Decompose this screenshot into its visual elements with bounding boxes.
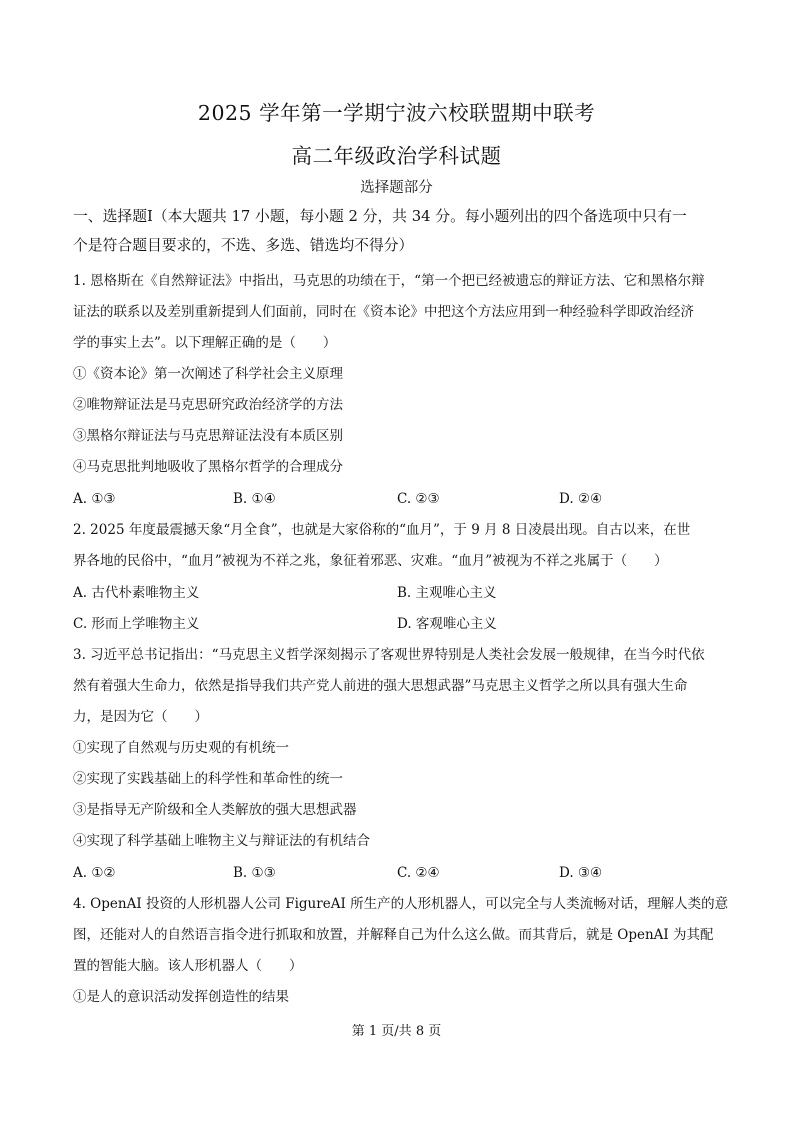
page-footer: 第 1 页/共 8 页 <box>351 1024 442 1039</box>
question-1-stem-line: 证法的联系以及差别重新提到人们面前，同时在《资本论》中把这个方法应用到一种经验科学即政治经济 <box>73 304 694 320</box>
question-1-statement: ④马克思批判地吸收了黑格尔哲学的合理成分 <box>73 459 343 475</box>
question-1-option-a[interactable]: A. ①③ <box>73 491 116 507</box>
question-3-statement: ④实现了科学基础上唯物主义与辩证法的有机结合 <box>73 833 370 849</box>
question-1-option-d[interactable]: D. ②④ <box>559 491 603 507</box>
question-3-statement: ③是指导无产阶级和全人类解放的强大思想武器 <box>73 802 357 818</box>
question-3-option-a[interactable]: A. ①② <box>73 865 116 881</box>
question-4-stem-line: 置的智能大脑。该人形机器人（ ） <box>73 958 303 974</box>
question-1-stem-line: 学的事实上去”。以下理解正确的是（ ） <box>73 335 337 351</box>
question-2-option-d[interactable]: D. 客观唯心主义 <box>397 616 497 632</box>
section-heading: 选择题部分 <box>360 180 433 196</box>
question-1-option-c[interactable]: C. ②③ <box>397 491 440 507</box>
question-3-statement: ①实现了自然观与历史观的有机统一 <box>73 740 289 756</box>
question-4-statement: ①是人的意识活动发挥创造性的结果 <box>73 989 289 1005</box>
question-2-stem-line: 界各地的民俗中，“血月”被视为不祥之兆，象征着邪恶、灾难。“血月”被视为不祥之兆属于（ ） <box>73 553 668 569</box>
question-3-option-c[interactable]: C. ②④ <box>397 865 440 881</box>
question-1-stem-line: 1. 恩格斯在《自然辩证法》中指出，马克思的功绩在于，“第一个把已经被遗忘的辩证方法、它和黑格尔辩 <box>73 273 705 289</box>
question-2-option-c[interactable]: C. 形而上学唯物主义 <box>73 616 200 632</box>
exam-subtitle: 高二年级政治学科试题 <box>291 144 502 168</box>
question-2-option-b[interactable]: B. 主观唯心主义 <box>397 585 497 601</box>
question-4-stem-line: 图，还能对人的自然语言指令进行抓取和放置，并解释自己为什么这么做。而其背后，就是 OpenAI 为其配 <box>73 927 714 943</box>
question-1-statement: ③黑格尔辩证法与马克思辩证法没有本质区别 <box>73 428 343 444</box>
question-3-option-b[interactable]: B. ①③ <box>233 865 276 881</box>
question-1-statement: ①《资本论》第一次阐述了科学社会主义原理 <box>73 366 343 382</box>
question-1-statement: ②唯物辩证法是马克思研究政治经济学的方法 <box>73 397 343 413</box>
question-3-stem-line: 然有着强大生命力，依然是指导我们共产党人前进的强大思想武器”马克思主义哲学之所以具有强大生命 <box>73 678 688 694</box>
instructions-line: 一、选择题Ⅰ（本大题共 17 小题，每小题 2 分，共 34 分。每小题列出的四个备选项中只有一 <box>73 208 687 225</box>
question-4-stem-line: 4. OpenAI 投资的人形机器人公司 FigureAI 所生产的人形机器人，可以完全与人类流畅对话，理解人类的意 <box>73 896 729 912</box>
question-3-statement: ②实现了实践基础上的科学性和革命性的统一 <box>73 771 343 787</box>
instructions-line: 个是符合题目要求的，不选、多选、错选均不得分） <box>73 237 414 254</box>
question-3-option-d[interactable]: D. ③④ <box>559 865 603 881</box>
question-2-stem-line: 2. 2025 年度最震撼天象“月全食”，也就是大家俗称的“血月”，于 9 月 8 日凌晨出现。自古以来，在世 <box>73 522 691 538</box>
question-1-option-b[interactable]: B. ①④ <box>233 491 276 507</box>
exam-title: 2025 学年第一学期宁波六校联盟期中联考 <box>197 101 596 125</box>
question-2-option-a[interactable]: A. 古代朴素唯物主义 <box>73 585 200 601</box>
question-3-stem-line: 力，是因为它（ ） <box>73 709 208 725</box>
question-3-stem-line: 3. 习近平总书记指出：“马克思主义哲学深刻揭示了客观世界特别是人类社会发展一般规律，在当今时代依 <box>73 647 705 663</box>
